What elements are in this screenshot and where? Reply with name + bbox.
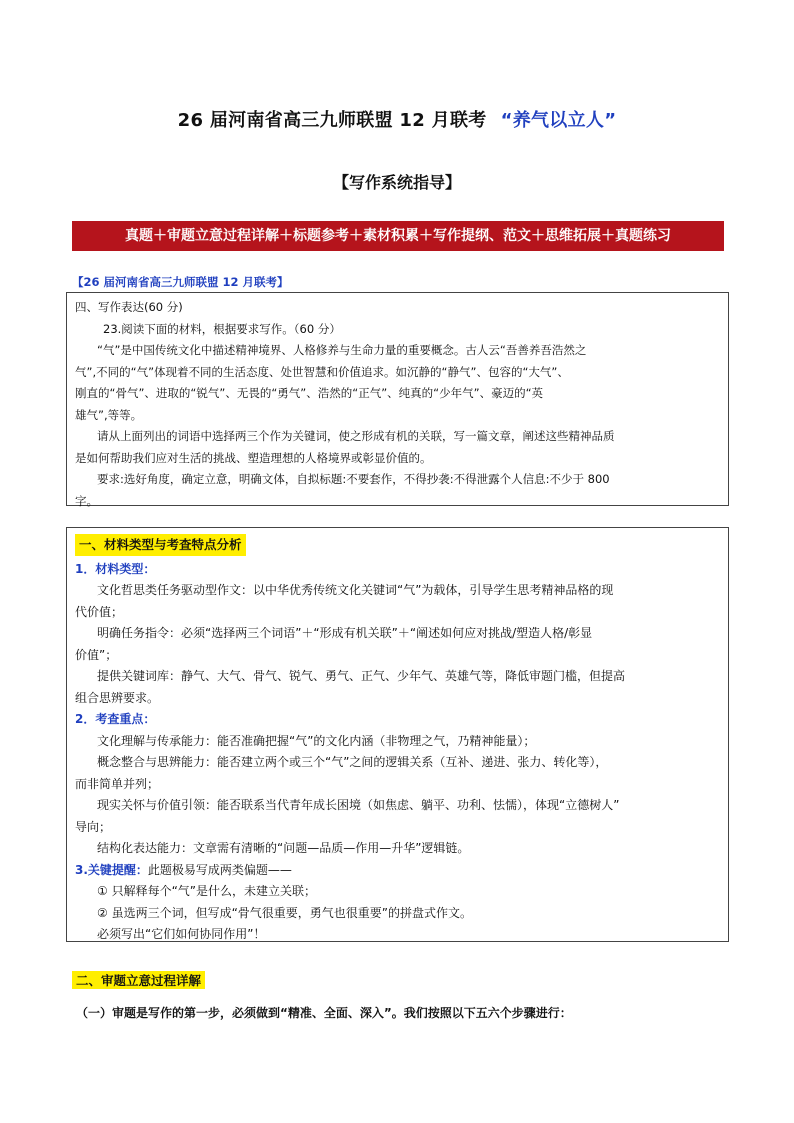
reminder-must: 必须写出“它们如何协同作用”！ — [97, 927, 266, 941]
exam-section: 四、写作表达(60 分) — [75, 300, 183, 314]
analysis-line: 组合思辨要求。 — [75, 690, 160, 705]
material-line: 气”,不同的“气”体现着不同的生活态度、处世智慧和价值追求。如沉静的“静气”、包容的“大气”、 — [75, 364, 569, 379]
reminder-title: 3.关键提醒： — [75, 862, 148, 877]
reminder-item: ② 虽选两三个词，但写成“骨气很重要，勇气也很重要”的拼盘式作文。 — [97, 905, 473, 920]
title-quote: “养气以立人” — [500, 110, 617, 131]
analysis-line: 明确任务指令：必须“选择两三个词语”＋“形成有机关联”＋“阐述如何应对挑战/塑造人格/彰显 — [97, 626, 593, 640]
analysis-line: 代价值； — [75, 604, 124, 619]
analysis-line: 现实关怀与价值引领：能否联系当代青年成长困境（如焦虑、躺平、功利、怯懦），体现“立德树人” — [97, 798, 620, 812]
material-line: 刚直的“骨气”、进取的“锐气”、无畏的“勇气”、浩然的“正气”、纯真的“少年气”、豪迈的“英 — [75, 386, 544, 400]
reminder-intro: 此题极易写成两类偏题—— — [147, 862, 292, 877]
task-line: 是如何帮助我们应对生活的挑战、塑造理想的人格境界或彰显价值的。 — [75, 450, 432, 465]
analysis-line: 文化理解与传承能力：能否准确把握“气”的文化内涵（非物理之气，乃精神能量）； — [97, 733, 536, 748]
material-type-title: 1．材料类型： — [75, 561, 156, 576]
analysis-line: 文化哲思类任务驱动型作文：以中华优秀传统文化关键词“气”为载体，引导学生思考精神品格的现 — [97, 583, 614, 597]
analysis-line: 结构化表达能力：文章需有清晰的“问题—品质—作用—升华”逻辑链。 — [97, 841, 470, 855]
focus-title: 2．考查重点： — [75, 712, 156, 726]
exam-question: 23.阅读下面的材料，根据要求写作。（60 分） — [103, 321, 341, 336]
material-line: “气”是中国传统文化中描述精神境界、人格修养与生命力量的重要概念。古人云“吾善养吾浩然之 — [97, 343, 587, 357]
section2-heading: 二、审题立意过程详解 — [72, 971, 205, 989]
page-title — [0, 106, 794, 132]
section2-step1: （一）审题是写作的第一步，必须做到“精准、全面、深入”。我们按照以下五六个步骤进行： — [76, 1006, 572, 1020]
analysis-line: 价值”； — [75, 647, 118, 662]
material-line: 雄气”,等等。 — [75, 407, 143, 422]
analysis-heading: 一、材料类型与考查特点分析 — [75, 534, 246, 556]
section2-heading-wrap — [72, 970, 205, 989]
content-banner: 真题＋审题立意过程详解＋标题参考＋素材积累＋写作提纲、范文＋思维拓展＋真题练习 — [72, 221, 724, 251]
requirement-line: 要求:选好角度，确定立意，明确文体，自拟标题:不要套作，不得抄袭:不得泄露个人信息:不少于 800 — [97, 472, 610, 486]
requirement-line: 字。 — [75, 493, 98, 508]
title-main: 26 届河南省高三九师联盟 12 月联考 — [177, 110, 487, 131]
analysis-line: 概念整合与思辨能力：能否建立两个或三个“气”之间的逻辑关系（互补、递进、张力、转化等）， — [97, 755, 608, 769]
analysis-box — [66, 527, 729, 942]
analysis-line: 提供关键词库：静气、大气、骨气、锐气、勇气、正气、少年气、英雄气等，降低审题门槛，但提高 — [97, 669, 626, 683]
analysis-line: 而非简单并列； — [75, 776, 160, 791]
page-subtitle: 【写作系统指导】 — [332, 173, 461, 192]
analysis-line: 导向； — [75, 819, 112, 834]
task-line: 请从上面列出的词语中选择两三个作为关键词，使之形成有机的关联，写一篇文章，阐述这些精神品质 — [97, 429, 615, 443]
exam-question-box — [66, 292, 729, 506]
exam-label: 【26 届河南省高三九师联盟 12 月联考】 — [72, 275, 289, 289]
reminder-item: ① 只解释每个“气”是什么，未建立关联； — [97, 884, 317, 898]
